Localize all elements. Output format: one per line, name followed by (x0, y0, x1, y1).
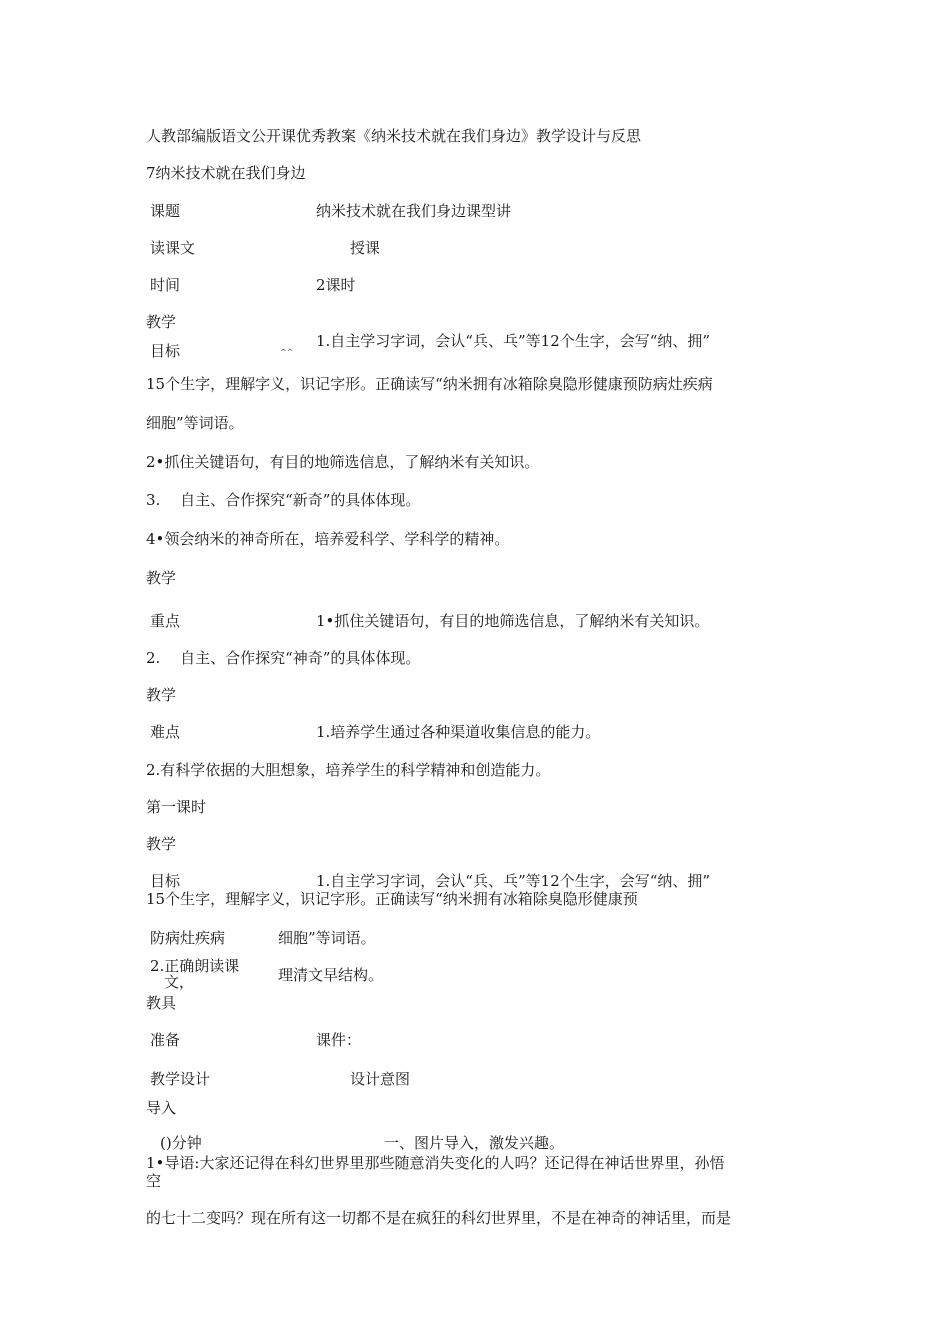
intro-line2: 空 (146, 1172, 162, 1190)
first-lesson-label-bottom: 目标 (150, 872, 181, 890)
first-lesson-item1-line2: 15个生字，理解字义，识记字形。正确读写“纳米拥有冰箱除臭隐形健康预 (146, 890, 638, 908)
type-label: 读课文 (150, 239, 196, 257)
difficulties-item1: 1.培养学生通过各种渠道收集信息的能力。 (316, 723, 601, 741)
tools-value: 课件： (316, 1031, 362, 1049)
design-header-right: 设计意图 (350, 1070, 411, 1088)
keypoints-label-bottom: 重点 (150, 612, 181, 630)
time-value: 2课时 (316, 276, 356, 294)
intro-line1: 1•导语:大家还记得在科幻世界里那些随意消失变化的人吗？还记得在神话世界里，孙悟 (146, 1154, 725, 1172)
goals-item2: 2•抓住关键语句，有目的地筛选信息，了解纳米有关知识。 (146, 453, 540, 471)
goals-item1-line3: 细胞”等词语。 (146, 414, 244, 432)
keypoints-item1: 1•抓住关键语句，有目的地筛选信息，了解纳米有关知识。 (316, 612, 710, 630)
keypoints-label-top: 教学 (146, 569, 177, 587)
goals-item4: 4•领会纳米的神奇所在，培养爱科学、学科学的精神。 (146, 530, 510, 548)
topic-label: 课题 (150, 202, 181, 220)
tools-label-top: 教具 (146, 994, 177, 1012)
first-lesson-item2-left-line1: 2.正确朗读课 (150, 957, 240, 975)
difficulties-label-bottom: 难点 (150, 723, 181, 741)
document-title: 人教部编版语文公开课优秀教案《纳米技术就在我们身边》教学设计与反思 (146, 127, 642, 145)
type-value: 授课 (350, 239, 381, 257)
keypoints-item2: 2. 自主、合作探究“神奇”的具体体现。 (146, 649, 421, 667)
scan-mark: ^^ (280, 348, 294, 357)
intro-label: 导入 (146, 1099, 177, 1117)
first-lesson-item1-line3-left: 防病灶疾病 (150, 929, 226, 947)
intro-step: 一、图片导入，激发兴趣。 (384, 1134, 565, 1152)
first-lesson-item1-line1: 1.自主学习字词，会认“兵、乓”等12个生字，会写“纳、拥” (316, 872, 711, 890)
first-lesson-item1-line3-right: 细胞”等词语。 (278, 929, 376, 947)
topic-value: 纳米技术就在我们身边课型讲 (316, 202, 512, 220)
difficulties-label-top: 教学 (146, 686, 177, 704)
goals-item1-line1: 1.自主学习字词，会认“兵、乓”等12个生字，会写“纳、拥” (316, 332, 711, 350)
intro-line3: 的七十二变吗？现在所有这一切都不是在疯狂的科幻世界里，不是在神奇的神话里，而是 (146, 1209, 732, 1227)
difficulties-item2: 2.有科学依据的大胆想象，培养学生的科学精神和创造能力。 (146, 761, 551, 779)
first-lesson-item2-left-line2: 文， (164, 973, 195, 991)
tools-label-bottom: 准备 (150, 1031, 181, 1049)
goals-item1-line2: 15个生字，理解字义，识记字形。正确读写“纳米拥有冰箱除臭隐形健康预防病灶疾病 (146, 375, 713, 393)
first-lesson-item2-right: 理清文早结构。 (278, 966, 384, 984)
time-label: 时间 (150, 276, 181, 294)
design-header-left: 教学设计 (150, 1070, 211, 1088)
goals-item3: 3. 自主、合作探究“新奇”的具体体现。 (146, 491, 421, 509)
first-lesson-heading: 第一课时 (146, 798, 207, 816)
lesson-heading: 7纳米技术就在我们身边 (146, 164, 306, 182)
first-lesson-label-top: 教学 (146, 835, 177, 853)
intro-duration: ()分钟 (160, 1134, 202, 1152)
goals-label-bottom: 目标 (150, 342, 181, 360)
goals-label-top: 教学 (146, 313, 177, 331)
